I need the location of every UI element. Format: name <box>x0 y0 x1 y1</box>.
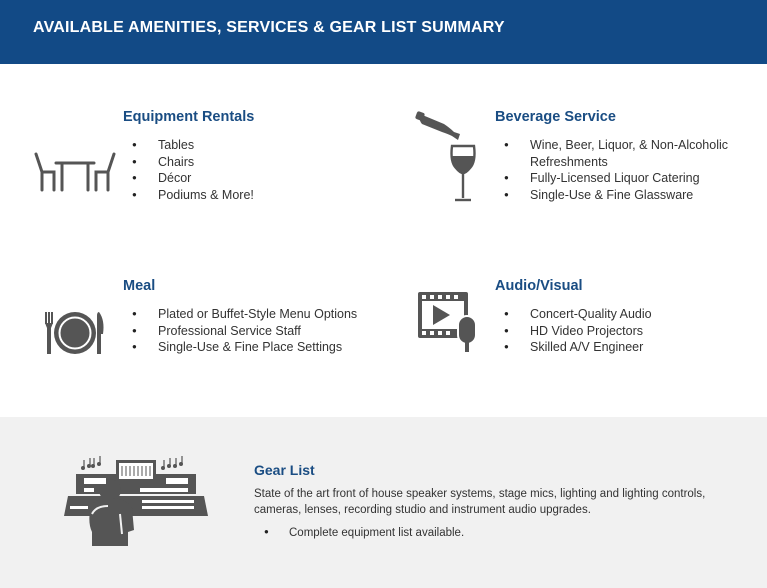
list-item: ● Professional Service Staff <box>123 323 403 340</box>
list-item: ● Skilled A/V Engineer <box>495 339 755 356</box>
table-chairs-icon <box>34 150 116 194</box>
meal-heading: Meal <box>123 278 156 294</box>
video-microphone-icon <box>418 292 480 354</box>
list-item: ● Complete equipment list available. <box>254 527 464 539</box>
list-item: ● Wine, Beer, Liquor, & Non-Alcoholic Refreshments <box>495 137 755 170</box>
meal-list <box>123 306 403 356</box>
beverage-service-section <box>495 109 755 203</box>
list-item: ● Concert-Quality Audio <box>495 306 755 323</box>
gear-list-description: State of the art front of house speaker systems, stage mics, lighting and lighting controls, cameras, lenses, recording studio and instrument audio upgrades. <box>254 488 706 516</box>
beverage-service-list <box>495 137 755 203</box>
beverage-service-heading: Beverage Service <box>495 109 616 125</box>
list-item: ● Plated or Buffet-Style Menu Options <box>123 306 403 323</box>
list-item: ● Single-Use & Fine Glassware <box>495 187 755 204</box>
gear-list-heading: Gear List <box>254 462 315 478</box>
gear-list-items <box>254 527 464 539</box>
page-title: AVAILABLE AMENITIES, SERVICES & GEAR LIST SUMMARY <box>33 19 505 36</box>
meal-section <box>123 278 403 356</box>
audio-visual-section <box>495 278 755 356</box>
sound-engineer-console-icon <box>62 454 210 552</box>
page-header <box>0 0 767 64</box>
list-item: ● Single-Use & Fine Place Settings <box>123 339 403 356</box>
list-item: ● Chairs <box>123 154 363 171</box>
equipment-rentals-heading: Equipment Rentals <box>123 109 255 125</box>
audio-visual-heading: Audio/Visual <box>495 278 583 294</box>
list-item: ● Décor <box>123 170 363 187</box>
equipment-rentals-list <box>123 137 363 203</box>
wine-pour-icon <box>414 110 478 204</box>
list-item: ● Podiums & More! <box>123 187 363 204</box>
plate-fork-knife-icon <box>43 310 105 356</box>
audio-visual-list <box>495 306 755 356</box>
list-item: ● Fully-Licensed Liquor Catering <box>495 170 755 187</box>
equipment-rentals-section <box>123 109 363 203</box>
list-item: ● HD Video Projectors <box>495 323 755 340</box>
list-item: ● Tables <box>123 137 363 154</box>
